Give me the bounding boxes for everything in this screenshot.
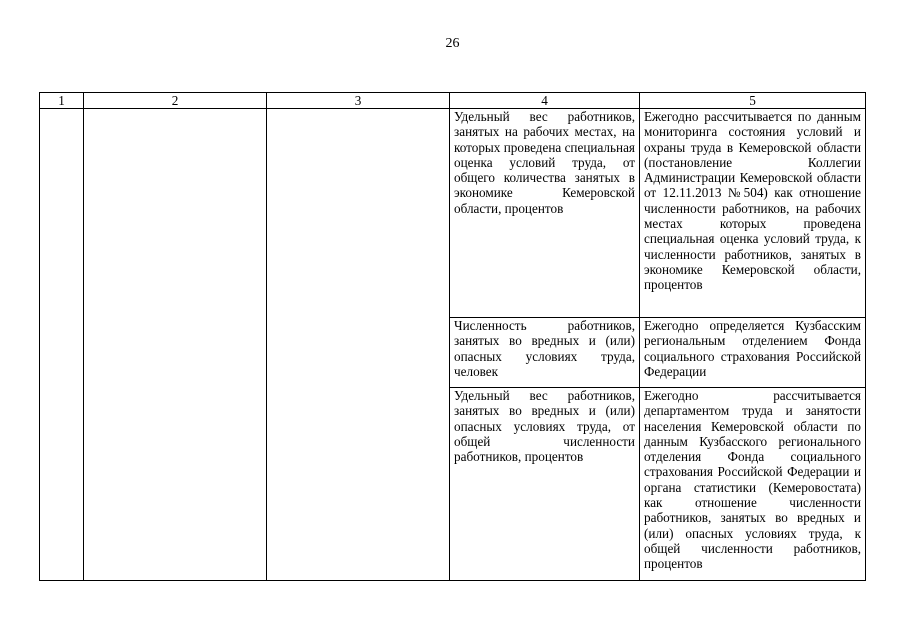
column-header-2: 2 (84, 93, 267, 109)
method-cell: Ежегодно определяется Кузбасским региональным отделением Фонда социального страхования Российской Федерации (640, 318, 866, 388)
indicators-table (39, 92, 866, 581)
column-header-1: 1 (40, 93, 84, 109)
page-number: 26 (445, 36, 460, 51)
indicator-cell: Численность работников, занятых во вредных и (или) опасных условиях труда, человек (450, 318, 640, 388)
method-cell: Ежегодно рассчитывается департаментом труда и занятости населения Кемеровской области по данным Кузбасского регионального отделения Фонда социального страхования Российской Федерации и органа статистики (Кемеровостата) как отношение численности работников, занятых во вредных и (или) опасных условиях труда, к общей численности работников, процентов (640, 388, 866, 581)
table-cell-col3 (267, 109, 450, 581)
method-cell: Ежегодно рассчитывается по данным мониторинга состояния условий и охраны труда в Кемеровской области (постановление Коллегии Администрации Кемеровской области от 12.11.2013 №504) как отношение численности работников, на рабочих местах которых проведена специальная оценка условий труда, к численности работников, занятых в экономике Кемеровской области, процентов (640, 109, 866, 318)
column-header-5: 5 (640, 93, 866, 109)
table-cell-col1 (40, 109, 84, 581)
column-header-3: 3 (267, 93, 450, 109)
indicator-cell: Удельный вес работников, занятых на рабочих местах, на которых проведена специальная оценка условий труда, от общего количества занятых в экономике Кемеровской области, процентов (450, 109, 640, 318)
table-row (40, 109, 866, 318)
table-header-row (40, 93, 866, 109)
table-cell-col2 (84, 109, 267, 581)
indicator-cell: Удельный вес работников, занятых во вредных и (или) опасных условиях труда, от общей численности работников, процентов (450, 388, 640, 581)
column-header-4: 4 (450, 93, 640, 109)
